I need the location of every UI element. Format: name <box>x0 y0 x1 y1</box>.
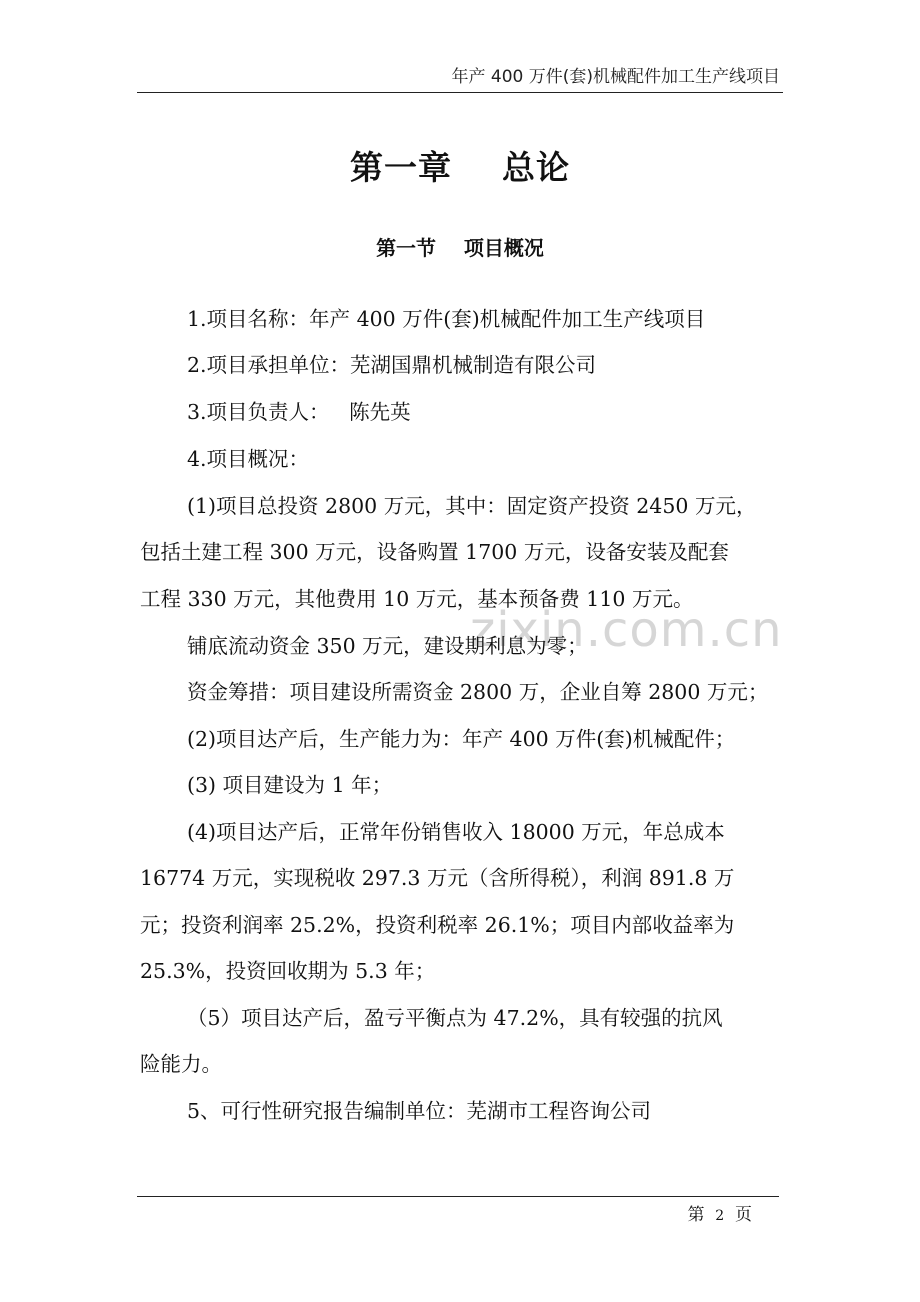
body-line: 25.3%，投资回收期为 5.3 年； <box>140 959 436 983</box>
body-line: 16774 万元，实现税收 297.3 万元（含所得税），利润 891.8 万 <box>140 866 735 890</box>
header-title: 年产 400 万件(套)机械配件加工生产线项目 <box>451 67 780 87</box>
body-line: 元；投资利润率 25.2%，投资利税率 26.1%；项目内部收益率为 <box>140 913 735 937</box>
body-line: (4)项目达产后，正常年份销售收入 18000 万元，年总成本 <box>187 820 725 844</box>
body-line: 3.项目负责人： 陈先英 <box>187 400 411 424</box>
chapter-title: 第一章 总论 <box>350 148 570 187</box>
body-line: 险能力。 <box>140 1052 222 1076</box>
section-title: 第一节 项目概况 <box>376 236 544 260</box>
body-line: 2.项目承担单位：芜湖国鼎机械制造有限公司 <box>187 353 597 377</box>
page-prefix: 第 <box>687 1205 705 1225</box>
body-line: 资金筹措：项目建设所需资金 2800 万，企业自筹 2800 万元； <box>187 680 769 704</box>
header-divider <box>137 92 783 93</box>
body-line: 5、可行性研究报告编制单位：芜湖市工程咨询公司 <box>187 1099 652 1123</box>
page-suffix: 页 <box>735 1205 752 1225</box>
page-number-value: 2 <box>715 1208 725 1224</box>
body-line: 1.项目名称：年产 400 万件(套)机械配件加工生产线项目 <box>187 307 706 331</box>
body-line: (1)项目总投资 2800 万元，其中：固定资产投资 2450 万元， <box>187 494 757 518</box>
body-line: 工程 330 万元，其他费用 10 万元，基本预备费 110 万元。 <box>140 587 694 611</box>
page-number <box>687 1200 752 1225</box>
watermark: zixin.com.cn <box>470 602 783 658</box>
body-line: (2)项目达产后，生产能力为：年产 400 万件(套)机械配件； <box>187 727 736 751</box>
body-line: （5）项目达产后，盈亏平衡点为 47.2%，具有较强的抗风 <box>187 1006 723 1030</box>
body-line: 4.项目概况： <box>187 447 310 471</box>
footer-divider <box>137 1196 779 1197</box>
body-line: 铺底流动资金 350 万元，建设期利息为零； <box>187 634 588 658</box>
body-line: (3) 项目建设为 1 年； <box>187 773 393 797</box>
body-line: 包括土建工程 300 万元，设备购置 1700 万元，设备安装及配套 <box>140 540 729 564</box>
